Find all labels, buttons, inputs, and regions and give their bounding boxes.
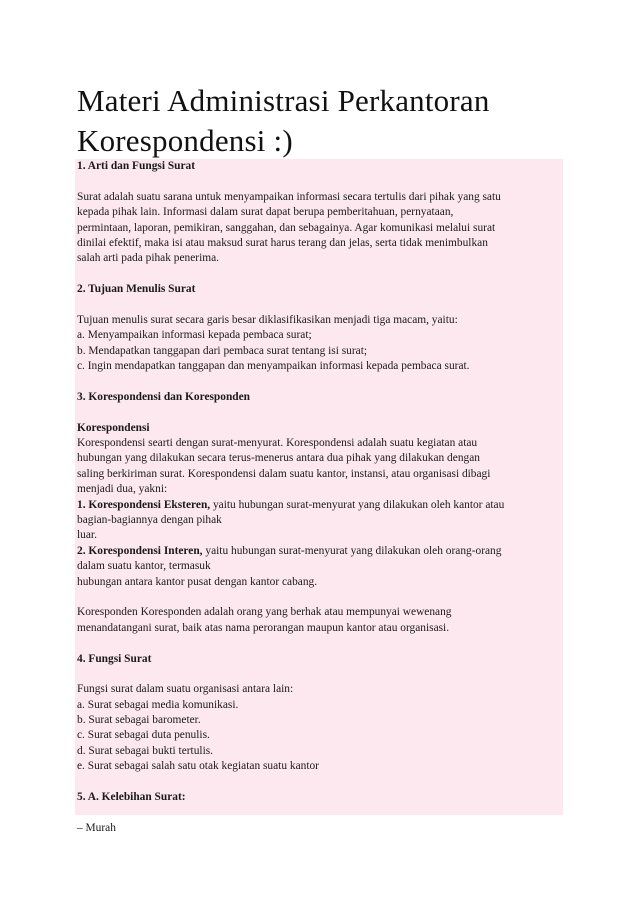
term-interen: 2. Korespondensi Interen, xyxy=(77,544,203,557)
list-item: c. Surat sebagai duta penulis. xyxy=(77,729,210,742)
list-item xyxy=(75,544,563,559)
paragraph-line: permintaan, laporan, pemikiran, sanggahan, dan sebagainya. Agar komunikasi melalui surat xyxy=(77,221,496,234)
section-heading: 5. A. Kelebihan Surat: xyxy=(77,791,186,804)
paragraph-line: menandatangani surat, baik atas nama perorangan maupun kantor atau organisasi. xyxy=(77,621,450,634)
paragraph-line: Fungsi surat dalam suatu organisasi antara lain: xyxy=(77,683,294,696)
paragraph-line: luar. xyxy=(77,529,97,542)
term-eksteren: 1. Korespondensi Eksteren, xyxy=(77,498,211,511)
list-item: b. Surat sebagai barometer. xyxy=(77,714,201,727)
list-item: d. Surat sebagai bukti tertulis. xyxy=(77,744,214,757)
paragraph-line: Tujuan menulis surat secara garis besar diklasifikasikan menjadi tiga macam, yaitu: xyxy=(77,313,458,326)
list-item: a. Menyampaikan informasi kepada pembaca surat; xyxy=(77,329,312,342)
list-item: e. Surat sebagai salah satu otak kegiatan suatu kantor xyxy=(77,760,319,773)
title-line-1: Materi Administrasi Perkantoran xyxy=(77,83,490,118)
paragraph-line: Surat adalah suatu sarana untuk menyampaikan informasi secara tertulis dari pihak yang satu xyxy=(77,190,501,203)
title-line-2: Korespondensi :) xyxy=(77,123,293,158)
section-heading: 1. Arti dan Fungsi Surat xyxy=(77,160,196,172)
paragraph-line: menjadi dua, yakni: xyxy=(77,483,168,496)
list-item: a. Surat sebagai media komunikasi. xyxy=(77,698,239,711)
paragraph-line: saling berkiriman surat. Korespondensi dalam suatu kantor, instansi, atau organisasi dibagi xyxy=(77,467,491,480)
paragraph-line: Koresponden Koresponden adalah orang yang berhak atau mempunyai wewenang xyxy=(77,606,452,619)
paragraph-line: Korespondensi searti dengan surat-menyurat. Korespondensi adalah suatu kegiatan atau xyxy=(77,437,478,450)
paragraph-line: dinilai efektif, maka isi atau maksud surat harus terang dan jelas, serta tidak menimbulkan xyxy=(77,236,488,249)
page-title xyxy=(77,81,577,161)
section-heading: 4. Fungsi Surat xyxy=(77,652,152,665)
paragraph-line: hubungan antara kantor pusat dengan kantor cabang. xyxy=(77,575,318,588)
list-item: b. Mendapatkan tanggapan dari pembaca surat tentang isi surat; xyxy=(77,344,368,357)
article-body xyxy=(75,159,563,834)
list-item: c. Ingin mendapatkan tanggapan dan menyampaikan informasi kepada pembaca surat. xyxy=(77,360,470,373)
list-item xyxy=(75,498,563,513)
paragraph-line: kepada pihak lain. Informasi dalam surat dapat berupa pemberitahuan, pernyataan, xyxy=(77,206,454,219)
definition-text: yaitu hubungan surat-menyurat yang dilakukan oleh orang-orang xyxy=(202,544,502,557)
definition-text: yaitu hubungan surat-menyurat yang dilakukan oleh kantor atau xyxy=(210,498,505,511)
paragraph-line: bagian-bagiannya dengan pihak xyxy=(77,513,222,526)
section-heading: 3. Korespondensi dan Koresponden xyxy=(77,390,251,403)
sub-heading: Korespondensi xyxy=(77,421,150,434)
list-item: – Murah xyxy=(77,821,116,834)
paragraph-line: hubungan yang dilakukan secara terus-menerus antara dua pihak yang dilakukan dengan xyxy=(77,452,480,465)
paragraph-line: salah arti pada pihak penerima. xyxy=(77,252,220,265)
section-heading: 2. Tujuan Menulis Surat xyxy=(77,283,196,296)
paragraph-line: dalam suatu kantor, termasuk xyxy=(77,560,211,573)
